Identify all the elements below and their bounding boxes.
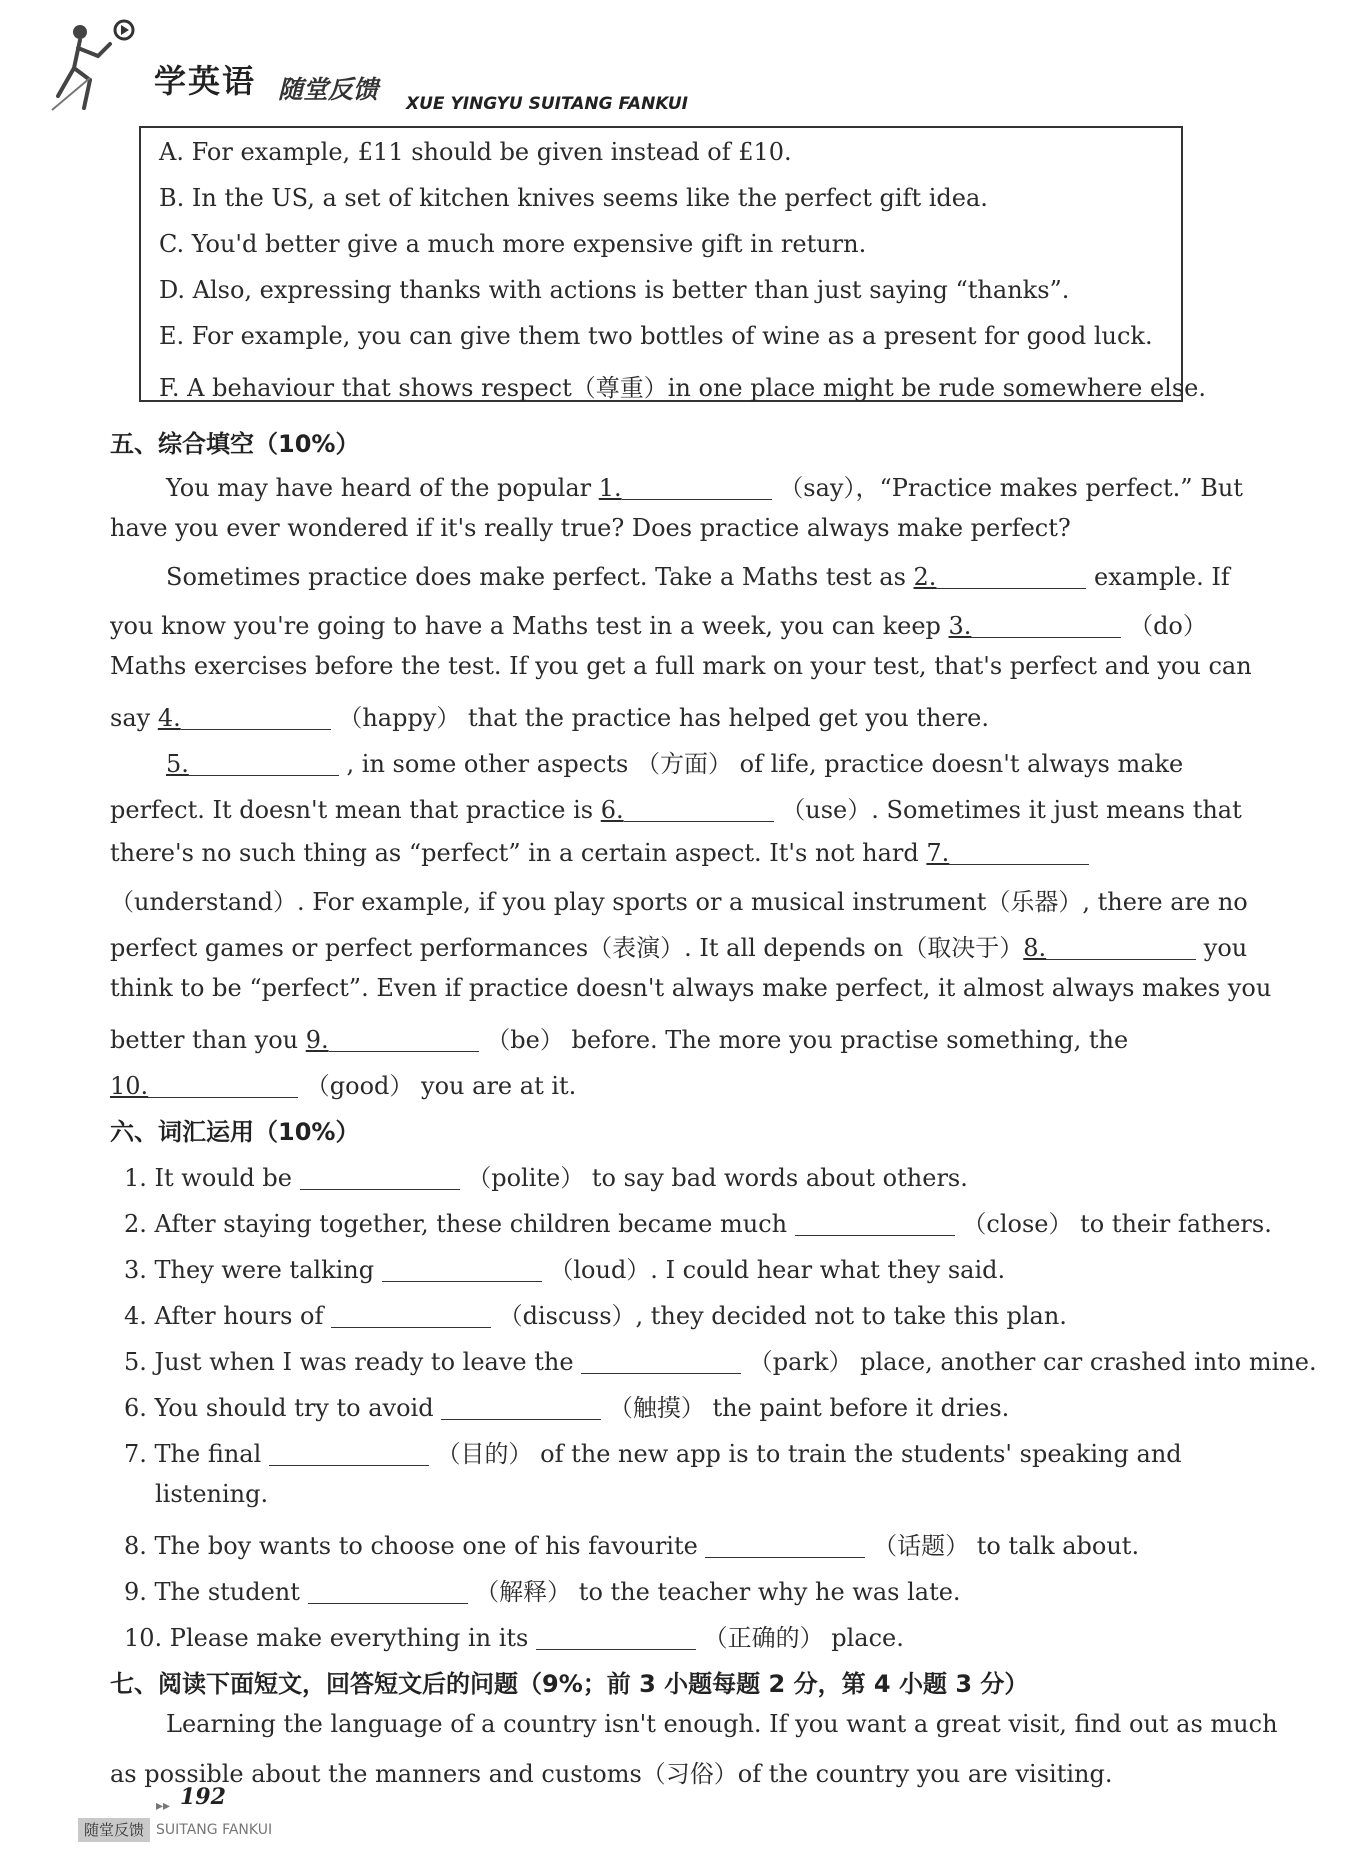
vocab-item-7: 7. The final （目的） of the new app is to train the students' speaking and: [124, 1440, 1182, 1468]
section5-line-13: better than you 9. （be） before. The more you practise something, the: [110, 1026, 1129, 1054]
section5-line-5: Maths exercises before the test. If you get a full mark on your test, that's perfect and you can: [110, 652, 1252, 680]
section5-heading: 五、综合填空（10%）: [110, 430, 360, 458]
vocab-item-5: 5. Just when I was ready to leave the （park） place, another car crashed into mine.: [124, 1348, 1317, 1376]
section5-line-1: You may have heard of the popular 1. （say），“Practice makes perfect.” But: [166, 474, 1243, 502]
section5-line-11: perfect games or perfect performances（表演）. It all depends on（取决于）8. you: [110, 934, 1248, 962]
section5-line-6: say 4. （happy） that the practice has helped get you there.: [110, 704, 989, 732]
option-a: A. For example, £11 should be given instead of £10.: [159, 138, 792, 166]
answer-blank[interactable]: [382, 1257, 542, 1282]
answer-blank[interactable]: [949, 840, 1089, 865]
answer-blank[interactable]: [181, 705, 331, 730]
blank-number: 2.: [913, 563, 937, 591]
header-subtitle-cn: 随堂反馈: [278, 75, 379, 104]
footer-arrow-icon: ▸▸: [156, 1798, 171, 1814]
page-number: 192: [180, 1784, 226, 1810]
vocab-item-7-continued: listening.: [155, 1480, 269, 1508]
blank-number: 4.: [157, 704, 181, 732]
answer-blank[interactable]: [331, 1303, 491, 1328]
vocab-item-8: 8. The boy wants to choose one of his favourite （话题） to talk about.: [124, 1532, 1140, 1560]
answer-blank[interactable]: [1046, 935, 1196, 960]
section5-line-12: think to be “perfect”. Even if practice doesn't always make perfect, it almost always makes you: [110, 974, 1272, 1002]
blank-number: 1.: [598, 474, 622, 502]
answer-blank[interactable]: [622, 475, 772, 500]
footer-label-cn: 随堂反馈: [78, 1818, 150, 1842]
section5-line-14: 10. （good） you are at it.: [110, 1072, 577, 1100]
vocab-item-2: 2. After staying together, these children became much （close） to their fathers.: [124, 1210, 1272, 1238]
header: [50, 18, 689, 118]
answer-blank[interactable]: [308, 1579, 468, 1604]
answer-blank[interactable]: [189, 751, 339, 776]
blank-number: 3.: [948, 612, 972, 640]
section6-heading: 六、词汇运用（10%）: [110, 1118, 360, 1146]
section5-line-2: have you ever wondered if it's really true? Does practice always make perfect?: [110, 514, 1071, 542]
section7-line-1: Learning the language of a country isn't enough. If you want a great visit, find out as much: [166, 1710, 1278, 1738]
vocab-item-10: 10. Please make everything in its （正确的） place.: [124, 1624, 904, 1652]
answer-blank[interactable]: [300, 1165, 460, 1190]
blank-number: 9.: [305, 1026, 329, 1054]
answer-blank[interactable]: [536, 1625, 696, 1650]
section5-line-4: you know you're going to have a Maths test in a week, you can keep 3. （do）: [110, 612, 1207, 640]
option-f: F. A behaviour that shows respect（尊重）in one place might be rude somewhere else.: [159, 374, 1206, 402]
blank-number: 5.: [166, 750, 189, 778]
option-c: C. You'd better give a much more expensive gift in return.: [159, 230, 867, 258]
options-box: [139, 126, 1206, 402]
blank-number: 8.: [1023, 934, 1047, 962]
blank-number: 10.: [110, 1072, 149, 1100]
section5-line-3: Sometimes practice does make perfect. Take a Maths test as 2. example. If: [166, 563, 1230, 591]
section5-line-7: 5. , in some other aspects （方面） of life, practice doesn't always make: [166, 750, 1184, 778]
section5-line-8: perfect. It doesn't mean that practice is 6. （use）. Sometimes it just means that: [110, 796, 1242, 824]
answer-blank[interactable]: [269, 1441, 429, 1466]
answer-blank[interactable]: [795, 1211, 955, 1236]
option-b: B. In the US, a set of kitchen knives seems like the perfect gift idea.: [159, 184, 988, 212]
answer-blank[interactable]: [148, 1073, 298, 1098]
answer-blank[interactable]: [329, 1027, 479, 1052]
header-title-en: XUE YINGYU SUITANG FANKUI: [406, 94, 689, 114]
vocab-item-4: 4. After hours of （discuss）, they decided not to take this plan.: [124, 1302, 1067, 1330]
vocab-item-3: 3. They were talking （loud）. I could hear what they said.: [124, 1256, 1006, 1284]
answer-blank[interactable]: [705, 1533, 865, 1558]
section5-line-9: there's no such thing as “perfect” in a certain aspect. It's not hard 7.: [110, 836, 1089, 867]
answer-blank[interactable]: [624, 797, 774, 822]
section7-heading: 七、阅读下面短文，回答短文后的问题（9%；前 3 小题每题 2 分，第 4 小题 3 分）: [110, 1670, 1029, 1698]
vocab-item-1: 1. It would be （polite） to say bad words about others.: [124, 1164, 968, 1192]
option-d: D. Also, expressing thanks with actions is better than just saying “thanks”.: [159, 276, 1070, 304]
blank-number: 6.: [600, 796, 624, 824]
answer-blank[interactable]: [936, 564, 1086, 589]
blank-number: 7.: [926, 839, 950, 867]
answer-blank[interactable]: [971, 613, 1121, 638]
answer-blank[interactable]: [581, 1349, 741, 1374]
section7-line-2: as possible about the manners and customs（习俗）of the country you are visiting.: [110, 1760, 1113, 1788]
option-e: E. For example, you can give them two bottles of wine as a present for good luck.: [159, 322, 1153, 350]
runner-logo-icon: [50, 18, 140, 114]
vocab-item-6: 6. You should try to avoid （触摸） the paint before it dries.: [124, 1394, 1010, 1422]
footer-label-en: SUITANG FANKUI: [156, 1822, 273, 1838]
section5-line-10: （understand）. For example, if you play sports or a musical instrument（乐器）, there are no: [110, 888, 1248, 916]
vocab-item-9: 9. The student （解释） to the teacher why he was late.: [124, 1578, 961, 1606]
header-title-cn: 学英语: [154, 62, 257, 100]
answer-blank[interactable]: [441, 1395, 601, 1420]
